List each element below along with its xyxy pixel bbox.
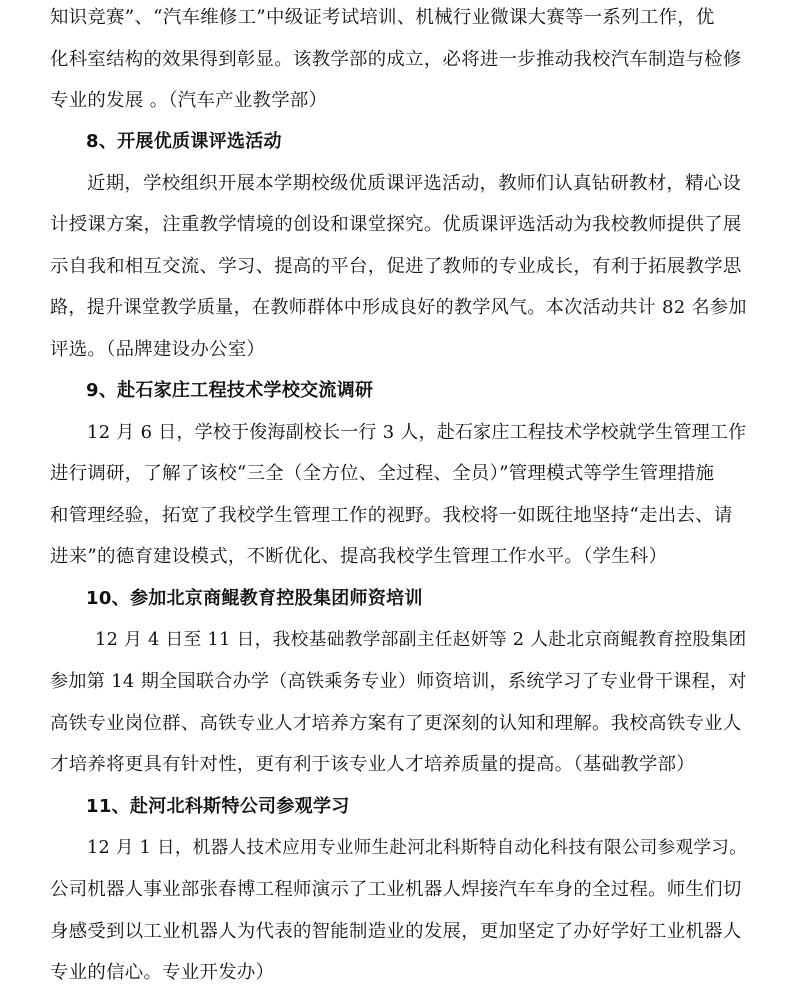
text-line: 评选。（品牌建设办公室） [50,338,266,360]
text-line: 知识竞赛”、“汽车维修工”中级证考试培训、机械行业微课大赛等一系列工作，优 [50,7,715,28]
section-11 [50,786,750,994]
text-line: 专业的发展 。（汽车产业教学部） [50,90,328,112]
intro-paragraph [50,0,750,122]
section-10 [50,578,750,786]
text-line: 参加第 14 期全国联合办学（高铁乘务专业）师资培训，系统学习了专业骨干课程，对 [50,671,747,693]
text-line: 12 月 1 日，机器人技术应用专业师生赴河北科斯特自动化科技有限公司参观学习。 [87,837,747,858]
paragraph [50,163,750,371]
text-line: 计授课方案，注重教学情境的创设和课堂探究。优质课评选活动为我校教师提供了展 [50,214,742,236]
text-line: 12 月 4 日至 11 日，我校基础教学部副主任赵妍等 2 人赴北京商鲲教育控股集团 [95,629,747,650]
text-line: 近期，学校组织开展本学期校级优质课评选活动，教师们认真钻研教材，精心设 [87,172,742,194]
section-heading: 11、赴河北科斯特公司参观学习 [86,796,350,817]
paragraph [50,828,750,994]
text-line: 公司机器人事业部张春博工程师演示了工业机器人焊接汽车车身的全过程。师生们切 [50,879,742,901]
text-line: 12 月 6 日，学校于俊海副校长一行 3 人，赴石家庄工程技术学校就学生管理工作 [87,421,747,443]
text-line: 路，提升课堂教学质量，在教师群体中形成良好的教学风气。本次活动共计 82 名参加 [50,297,747,319]
text-line: 示自我和相互交流、学习、提高的平台，促进了教师的专业成长，有利于拓展教学思 [50,255,742,277]
section-9 [50,370,750,578]
text-line: 化科室结构的效果得到彰显。该教学部的成立，必将进一步推动我校汽车制造与检修 [50,48,742,70]
section-heading: 9、赴石家庄工程技术学校交流调研 [86,380,374,401]
section-heading: 10、参加北京商鲲教育控股集团师资培训 [86,588,423,609]
paragraph [50,620,750,786]
text-line: 专业的信心。专业开发办） [50,962,275,984]
paragraph [50,412,750,578]
section-heading: 8、开展优质课评选活动 [86,131,282,152]
text-line: 进行调研，了解了该校“三全（全方位、全过程、全员）”管理模式等学生管理措施 [50,463,715,485]
paragraph [50,0,750,122]
text-line: 高铁专业岗位群、高铁专业人才培养方案有了更深刻的认知和理解。我校高铁专业人 [50,712,742,734]
text-line: 进来”的德育建设模式，不断优化、提高我校学生管理工作水平。（学生科） [50,546,668,568]
text-line: 和管理经验，拓宽了我校学生管理工作的视野。我校将一如既往地坚持“走出去、请 [50,504,733,526]
text-line: 才培养将更具有针对性，更有利于该专业人才培养质量的提高。（基础教学部） [50,754,695,776]
section-8 [50,121,750,371]
text-line: 身感受到以工业机器人为代表的智能制造业的发展，更加坚定了办好学好工业机器人 [50,920,742,942]
